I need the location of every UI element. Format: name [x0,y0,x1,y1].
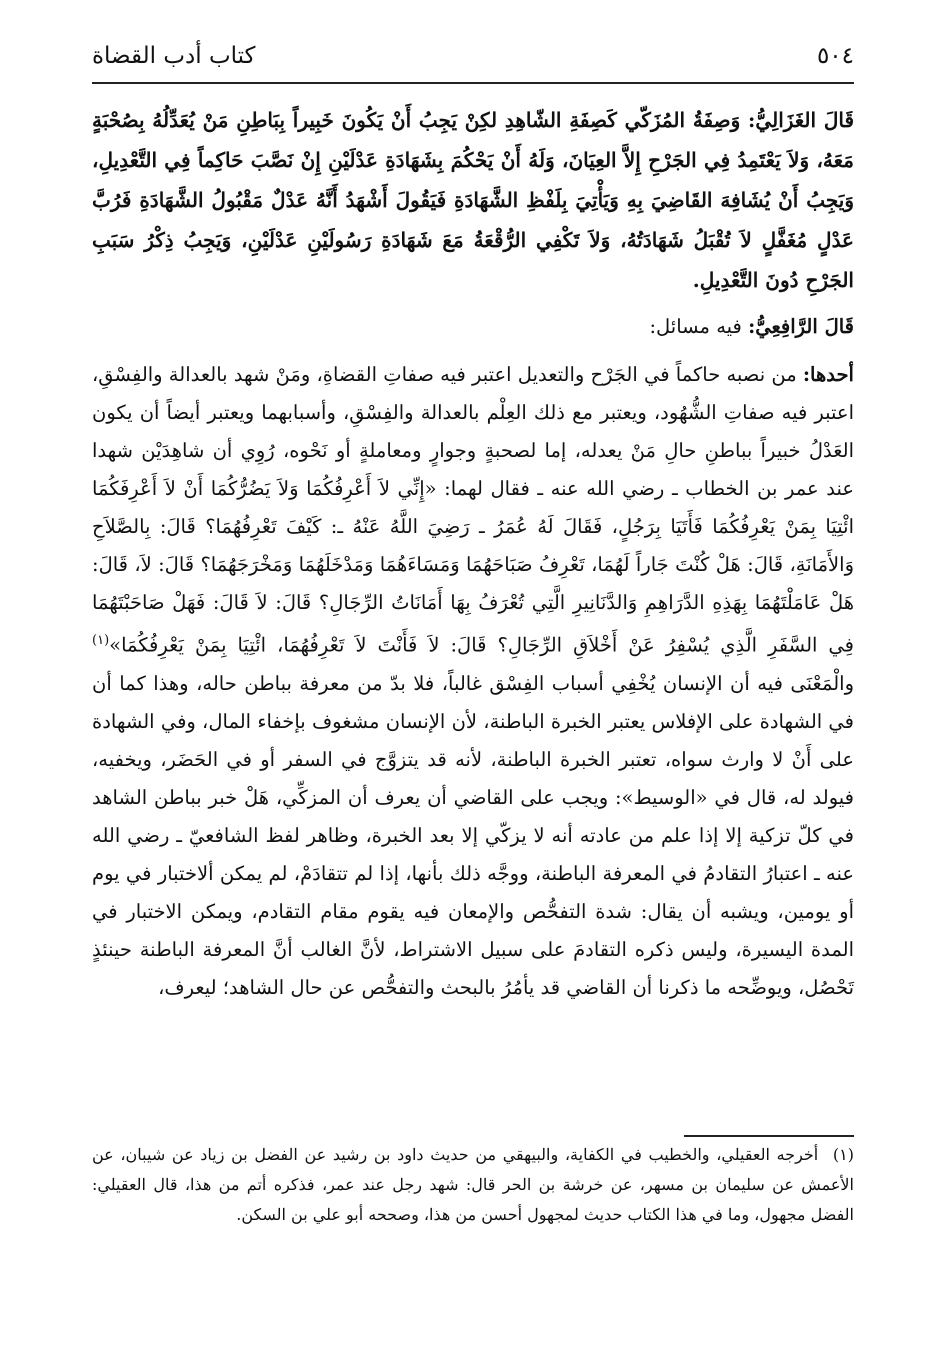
footnote [92,1140,854,1230]
ghazali-lead: قَالَ الغَزَالِيُّ: [748,108,855,132]
header-rule [92,82,854,84]
main-text [92,100,854,1007]
commentary-lead: أحدها: [802,363,854,386]
ghazali-text: وَصِفَةُ المُزَكّي كَصِفَةِ الشّاهِدِ لكِنْ يَجِبُ أَنْ يَكُونَ خَبِيراً بِبَاطِنِ مَنْ يُعَدِّلُهُ بِصُحْبَةٍ مَعَهُ، وَلاَ يَعْتَمِدُ فِي الجَرْحِ إِلاَّ العِيَانَ، وَلَهُ أَنْ يَحْكُمَ بِشَهَادَةِ عَدْلَيْنِ إِنْ نَصَّبَ حَاكِماً فِي التَّعْدِيلِ، وَيَجِبُ أَنْ يُشَافِهَ القَاضِيَ بِهِ وَيَأْتِيَ بِلَفْظِ الشَّهَادَةِ فَيَقُولَ أَشْهَدُ أَنَّهُ عَدْلٌ مَقْبُولُ الشَّهَادَةِ فَرُبَّ عَدْلٍ مُغَفَّلٍ لاَ تُقْبَلُ شَهَادَتُهُ، وَلاَ تَكْفِي الرُّقْعَةُ مَعَ شَهَادَةِ رَسُولَيْنِ عَدْلَيْنِ، وَيَجِبُ ذِكْرُ سَبَبِ الجَرْحِ دُونَ التَّعْدِيلِ. [92,108,854,292]
rafii-paragraph [92,308,854,346]
rafii-lead: قَالَ الرَّافِعِيُّ: [748,315,854,338]
footnote-text: أخرجه العقيلي، والخطيب في الكفاية، والبيهقي من حديث داود بن رشيد عن الفضل بن زياد عن شيبان، عن الأعمش عن سليمان بن مسهر، عن خرشة بن الحر قال: شهد رجل عند عمر، فذكره أتم من هذا، قال العقيلي: الفضل مجهول، وما في هذا الكتاب حديث لمجهول أحسن من هذا، وصححه أبو علي بن السكن. [92,1145,854,1224]
commentary-paragraph [92,356,854,1007]
footnote-ref: (١) [92,633,110,648]
footnote-number: (١) [832,1145,854,1164]
book-title: كتاب أدب القضاة [92,43,256,69]
commentary-part1: من نصبه حاكماً في الجَرْح والتعديل اعتبر فيه صفاتِ القضاةِ، ومَنْ شهد بالعدالة والفِسْقِ، اعتبر فيه صفاتِ الشُّهُود، ويعتبر مع ذلك العِلْم بالعدالة والفِسْقِ، وأسبابهما ويعتبر أيضاً أن يكون العَدْلُ خبيراً بباطنِ حالِ مَنْ يعدله، إما لصحبةٍ وجوارٍ ومعاملةٍ أو نَحْوه، رُوِي أن شاهِدَيْن شهدا عند عمر بن الخطاب ـ رضي الله عنه ـ فقال لهما: «إِنِّي لاَ أَعْرِفُكُمَا وَلاَ يَضُرُّكُمَا أَنْ لاَ أَعْرِفَكُمَا ائْتِيَا بِمَنْ يَعْرِفُكُمَا فَأَتَيَا بِرَجُلٍ، فَقَالَ لَهُ عُمَرُ ـ رَضِيَ اللَّهُ عَنْهُ ـ: كَيْفَ تَعْرِفُهُمَا؟ قَالَ: بِالصَّلاَحِ وَالأَمَانَةِ، قَالَ: هَلْ كُنْتَ جَاراً لَهُمَا، تَعْرِفُ صَبَاحَهُمَا وَمَسَاءَهُمَا وَمَدْخَلَهُمَا وَمَخْرَجَهُمَا؟ قَالَ: لاَ، قَالَ: هَلْ عَامَلْتَهُمَا بِهَذِهِ الدَّرَاهِمِ وَالدَّنَانِيرِ الَّتِي تُعْرَفُ بِهَا أَمَانَاتُ الرِّجَالِ؟ قَالَ: لاَ قَالَ: فَهَلْ صَاحَبْتَهُمَا فِي السَّفَرِ الَّذِي يُسْفِرُ عَنْ أَخْلاَقِ الرِّجَالِ؟ قَالَ: لاَ فَأَنْتَ لاَ تَعْرِفُهُمَا، ائْتِيَا بِمَنْ يَعْرِفُكُمَا» [92,363,854,657]
ghazali-paragraph [92,100,854,300]
commentary-part2: والْمَعْنَى فيه أن الإنسان يُخْفِي أسباب الفِسْق غالباً، فلا بدّ من معرفة بباطن حاله، وهذا كما أن في الشهادة على الإفلاس يعتبر الخبرة الباطنة، لأن الإنسان مشغوف بإخفاء المال، وفي الشهادة على أَنْ لا وارث سواه، تعتبر الخبرة الباطنة، لأنه قد يتزوَّج في السفر أو في الحَضَر، ويخفيه، فيولد له، قال في «الوسيط»: ويجب على القاضي أن يعرف أن المزكِّي، هَلْ خبر بباطن الشاهد في كلّ تزكية إلا إذا علم من عادته أنه لا يزكّي إلا بعد الخبرة، وظاهر لفظ الشافعيّ ـ رضي الله عنه ـ اعتبارُ التقادمُ في المعرفة الباطنة، ووجَّه ذلك بأنها، إذا لم تتقادَمْ، لم يمكن ألاختبار في يوم أو يومين، ويشبه أن يقال: شدة التفحُّص والإمعان فيه يقوم مقام التقادم، ويمكن الاختبار في المدة اليسيرة، وليس ذكره التقادمَ على سبيل الاشتراط، لأنَّ الغالب أنَّ المعرفة الباطنة حينئذٍ تَحْصُل، ويوضِّحه ما ذكرنا أن القاضي قد يأمُرُ بالبحث والتفحُّص عن حال الشاهد؛ ليعرف، [92,671,854,999]
page-number: ٥٠٤ [816,43,854,69]
footnote-rule [684,1135,854,1137]
rafii-text: فيه مسائل: [649,315,742,338]
running-head [92,40,854,72]
